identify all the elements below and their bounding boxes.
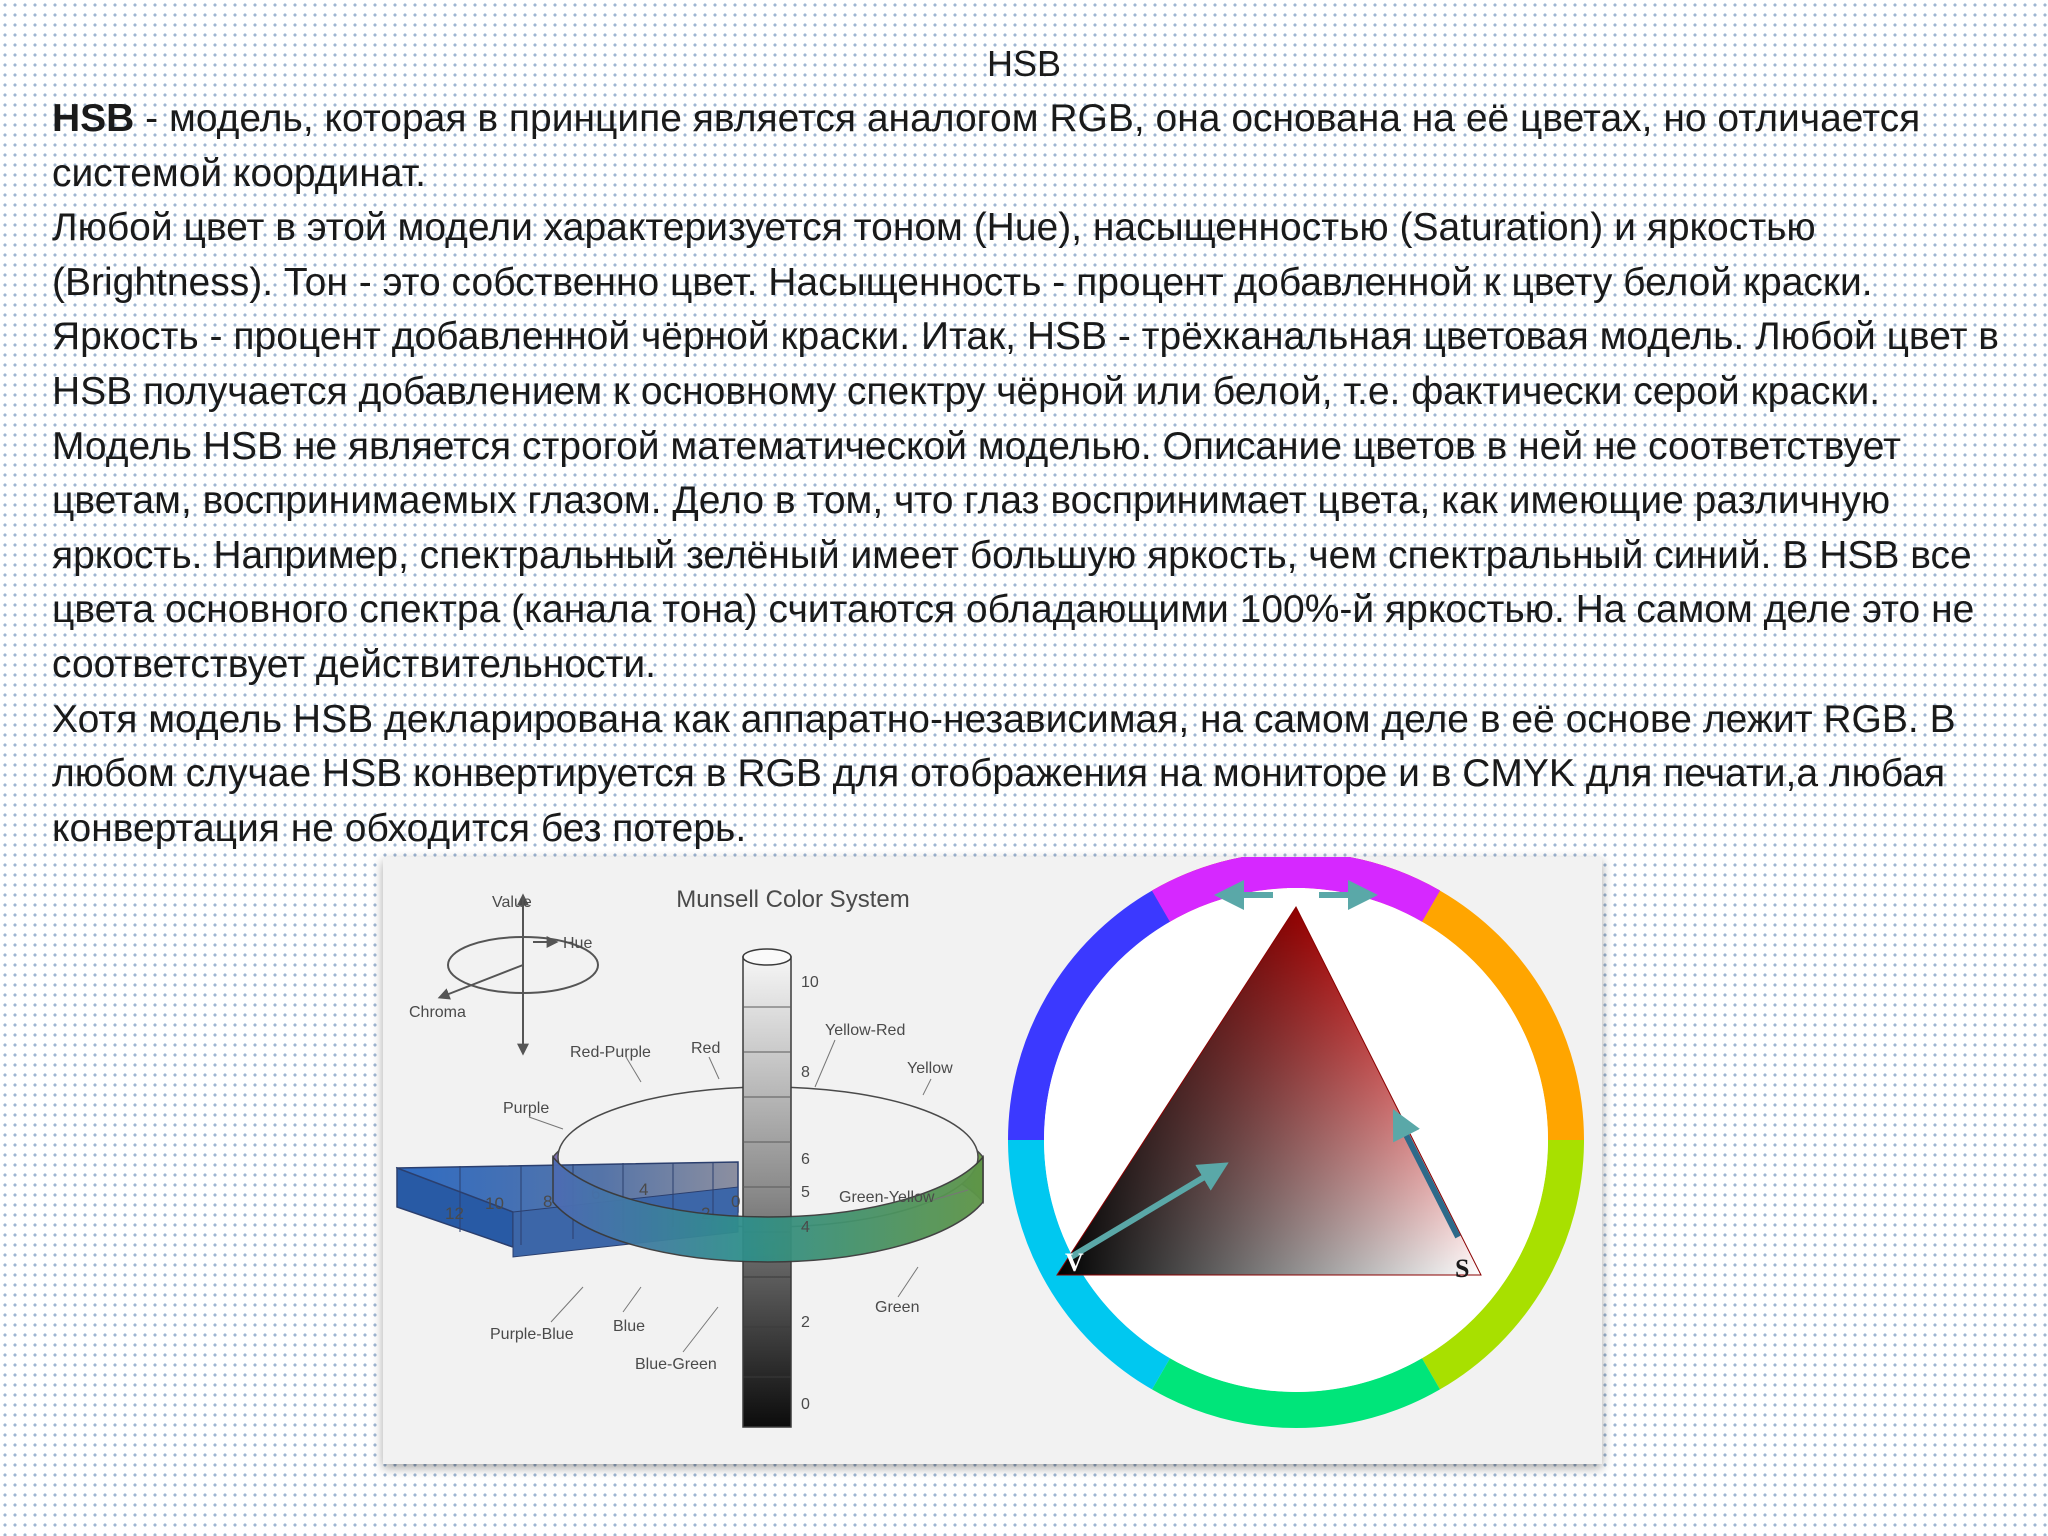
value-tick-2: 2 — [801, 1314, 810, 1331]
hue-label-yellow: Yellow — [907, 1060, 953, 1077]
value-tick-5: 5 — [801, 1184, 810, 1201]
hue-label: H — [1286, 884, 1306, 910]
body-text — [52, 92, 2022, 856]
paragraph-intro — [52, 92, 2022, 201]
chroma-tick-0: 0 — [731, 1192, 741, 1211]
chroma-tick-10: 10 — [485, 1194, 504, 1213]
value-tick-4: 4 — [801, 1219, 810, 1236]
hue-axis-label: Hue — [563, 935, 593, 952]
color-models-figure — [383, 857, 1602, 1464]
value-tick-0: 0 — [801, 1396, 810, 1413]
munsell-axis-legend — [409, 894, 598, 1052]
hue-label-green: Green — [875, 1299, 920, 1316]
paragraph-intro-text: - модель, которая в принципе является аналогом RGB, она основана на её цветах, но отличается системой координат. — [52, 97, 1921, 195]
color-models-illustration — [383, 857, 1602, 1464]
paragraph-description: Любой цвет в этой модели характеризуется тоном (Hue), насыщенностью (Saturation) и яркостью (Brightness). Тон - это собственно цвет. Насыщенность - процент добавленной к цвету белой краски. Яркость - процент добавленной чёрной краски. Итак, HSB - трёхканальная цветовая модель. Любой цвет в HSB получается добавлением к основному спектру чёрной или белой, т.е. фактически серой краски. Модель HSB не является строгой математической моделью. Описание цветов в ней не соответствует цветам, воспринимаемых глазом. Дело в том, что глаз воспринимает цвета, как имеющие различную яркость. Например, спектральный зелёный имеет большую яркость, чем спектральный синий. В HSB все цвета основного спектра (канала тона) считаются обладающими 100%-й яркостью. На самом деле это не соответствует действительности. — [52, 206, 2000, 686]
hue-label-blue: Blue — [613, 1318, 646, 1335]
value-tick-8: 8 — [801, 1064, 810, 1081]
hue-label-red: Red — [691, 1040, 721, 1057]
hue-label-blue-green: Blue-Green — [635, 1356, 717, 1373]
hue-label-green-yellow: Green-Yellow — [839, 1189, 935, 1206]
munsell-value-column — [743, 949, 791, 1427]
hue-label-yellow-red: Yellow-Red — [825, 1022, 906, 1039]
chroma-tick-8: 8 — [543, 1192, 553, 1211]
chroma-tick-4: 4 — [639, 1180, 649, 1199]
saturation-label: S — [1455, 1254, 1470, 1283]
hue-label-purple: Purple — [503, 1100, 550, 1117]
slide-title: HSB — [986, 43, 1062, 84]
value-tick-6: 6 — [801, 1151, 810, 1168]
chroma-axis-label: Chroma — [409, 1004, 466, 1021]
term-hsb: HSB — [52, 97, 135, 140]
value-axis-label: Value — [492, 894, 532, 911]
chroma-tick-12: 12 — [445, 1204, 464, 1223]
paragraph-conversion: Хотя модель HSB декларирована как аппаратно-независимая, на самом деле в её основе лежит RGB. В любом случае HSB конвертируется в RGB для отображения на мониторе и в CMYK для печати,а любая конвертация не обходится без потерь. — [52, 697, 1956, 850]
munsell-title: Munsell Color System — [676, 886, 910, 913]
hue-label-red-purple: Red-Purple — [570, 1044, 651, 1061]
hue-label-purple-blue: Purple-Blue — [490, 1326, 574, 1343]
value-label: V — [1065, 1248, 1084, 1277]
value-tick-10: 10 — [801, 974, 819, 991]
